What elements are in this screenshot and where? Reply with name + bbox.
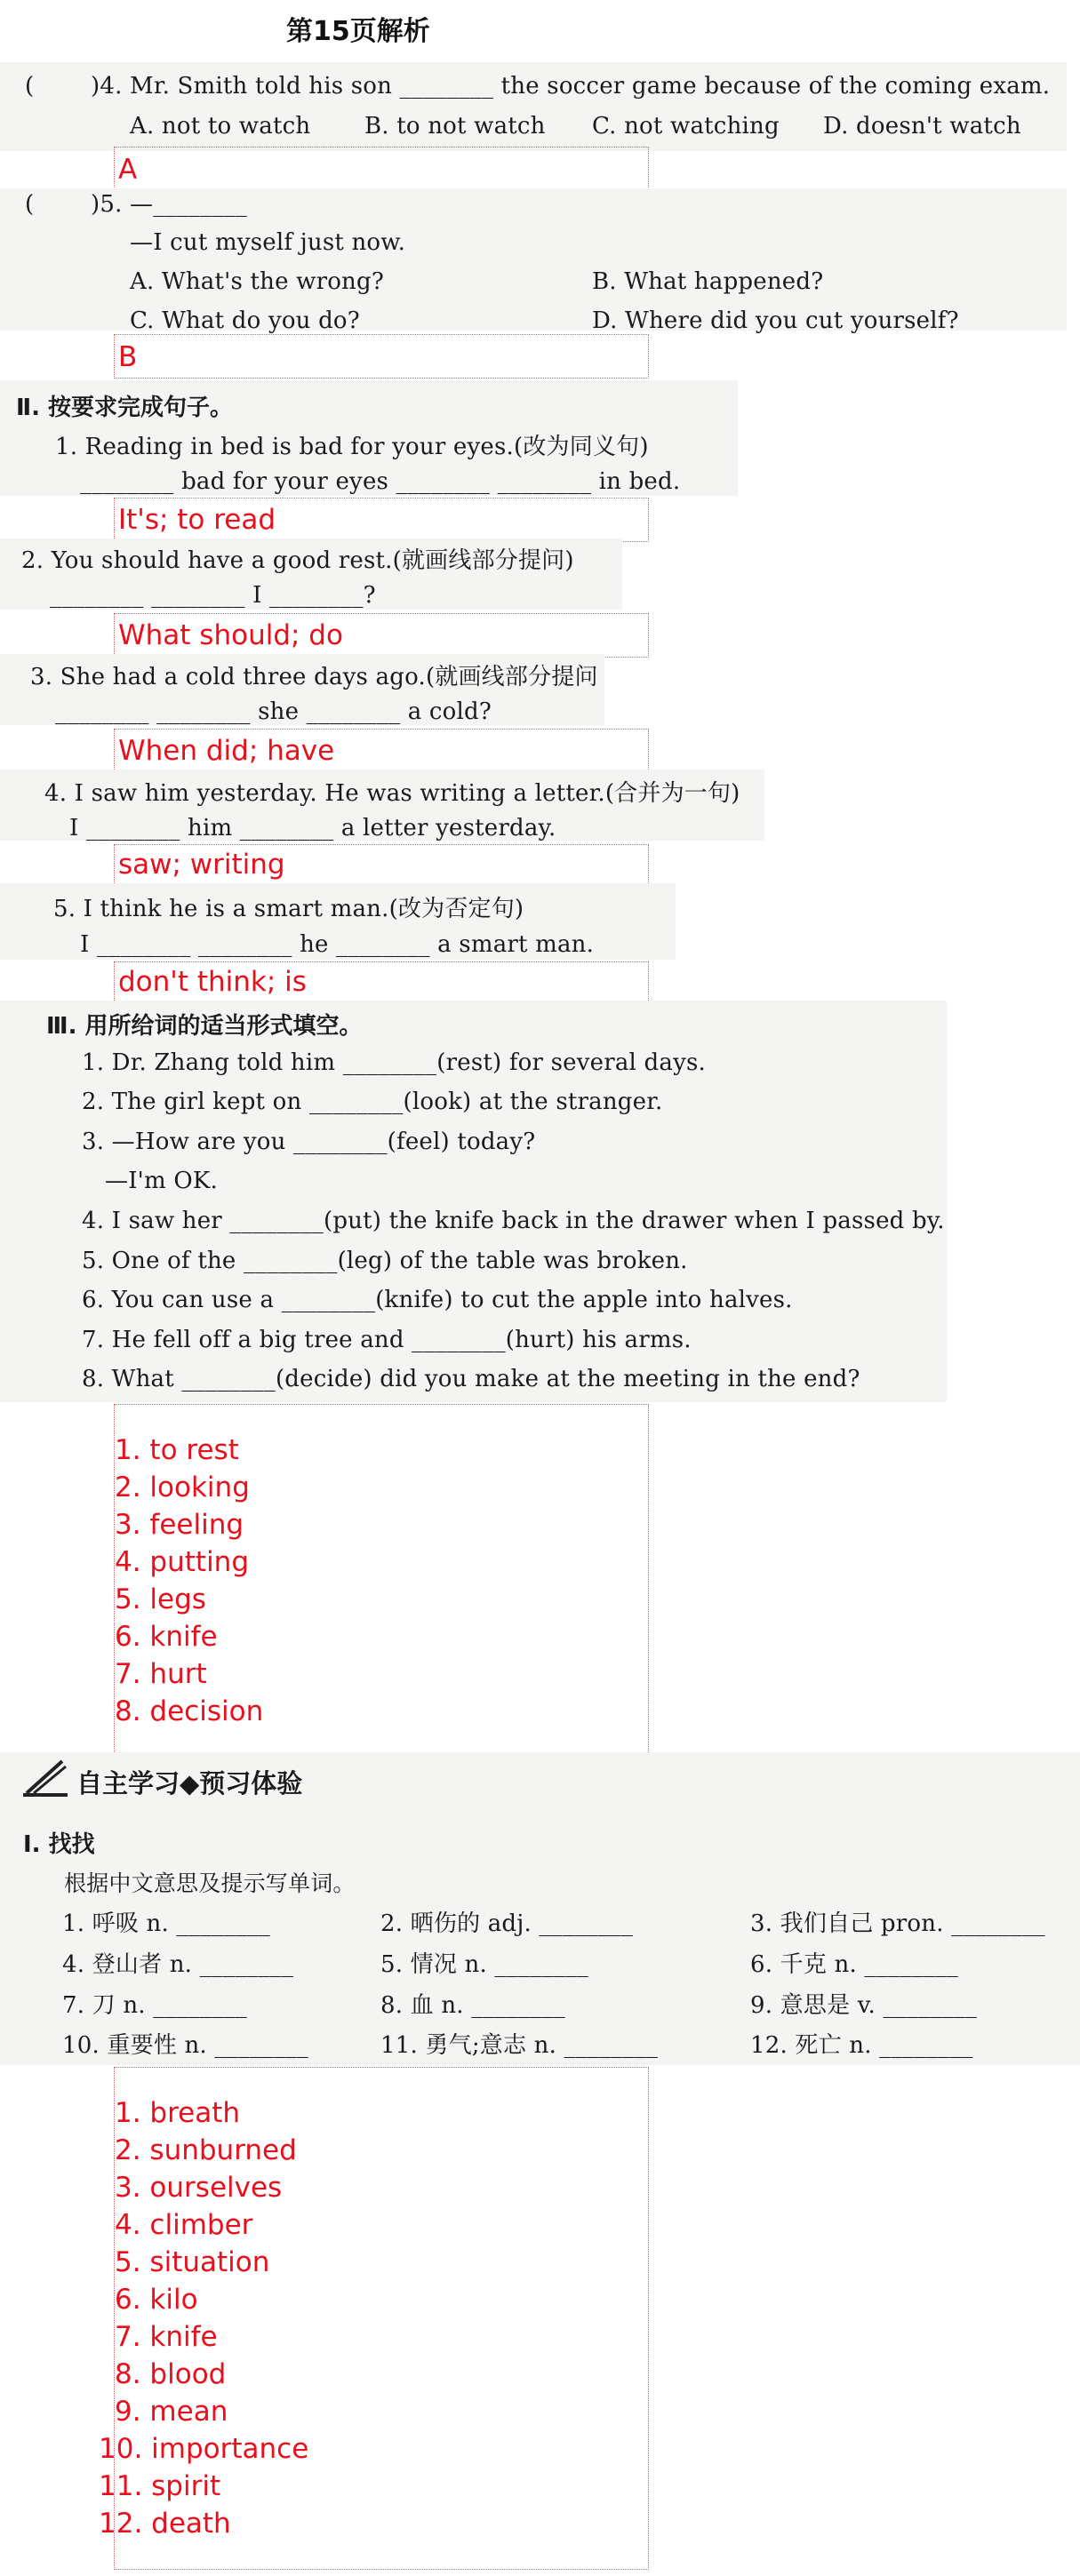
answer-5: B: [118, 341, 138, 373]
page-title: 第15页解析: [286, 16, 430, 47]
s3-item-4: 4. I saw her ________(put) the knife back in the drawer when I passed by.: [82, 1208, 945, 1234]
s3-item-6: 6. You can use a ________(knife) to cut the apple into halves.: [82, 1287, 793, 1313]
word-12: 12. 死亡 n. ________: [750, 2032, 973, 2059]
question-5-number: )5.: [91, 191, 123, 218]
question-5-option-b: B. What happened?: [592, 268, 824, 295]
s3-answer: 4. putting: [115, 1546, 250, 1578]
s3-item-3: 3. —How are you ________(feel) today?: [82, 1128, 536, 1155]
s2-q5-blank: I ________ ________ he ________ a smart man.: [80, 931, 595, 958]
question-4-number: )4.: [91, 73, 123, 100]
answer-box-s2-4: [114, 844, 649, 885]
preview-answer: 8. blood: [115, 2358, 227, 2390]
question-5-stem: —________: [130, 191, 247, 218]
preview-answer: 7. knife: [115, 2321, 218, 2353]
word-1: 1. 呼吸 n. ________: [62, 1910, 271, 1937]
s3-answer-list: [115, 1432, 263, 1730]
answer-box-s2-1: [114, 498, 649, 542]
question-5-line2: —I cut myself just now.: [130, 229, 406, 256]
answer-box-s2-5: [114, 961, 649, 1002]
pen-icon: [23, 1758, 69, 1800]
word-4: 4. 登山者 n. ________: [62, 1951, 294, 1978]
s3-item-5: 5. One of the ________(leg) of the table was broken.: [82, 1248, 688, 1274]
s3-answer: 1. to rest: [115, 1434, 239, 1466]
s3-item-1: 1. Dr. Zhang told him ________(rest) for several days.: [82, 1049, 706, 1076]
question-4-option-d: D. doesn't watch: [823, 113, 1021, 140]
preview-answer: 12. death: [99, 2508, 231, 2540]
section2-heading: Ⅱ. 按要求完成句子。: [16, 395, 234, 421]
preview-answer: 1. breath: [115, 2097, 241, 2129]
word-3: 3. 我们自己 pron. ________: [750, 1910, 1045, 1937]
question-4-stem: Mr. Smith told his son ________ the soccer game because of the coming exam.: [130, 73, 1051, 100]
s2-q4: 4. I saw him yesterday. He was writing a letter.(合并为一句): [44, 780, 740, 807]
s2-q2: 2. You should have a good rest.(就画线部分提问): [21, 547, 574, 574]
s3-answer: 8. decision: [115, 1695, 264, 1727]
s2-answer-4: saw; writing: [118, 849, 285, 881]
preview-banner: 自主学习◆预习体验: [76, 1768, 303, 1798]
s3-item-2: 2. The girl kept on ________(look) at the stranger.: [82, 1089, 663, 1115]
s2-q3-blank: ________ ________ she ________ a cold?: [55, 698, 492, 725]
preview-answer: 2. sunburned: [115, 2134, 297, 2166]
question-4-option-b: B. to not watch: [364, 113, 546, 140]
section3-heading: Ⅲ. 用所给词的适当形式填空。: [46, 1013, 363, 1040]
answer-box-4: [114, 147, 649, 191]
preview-answer: 5. situation: [115, 2246, 270, 2278]
answer-box-preview: [99, 2067, 649, 2570]
word-11: 11. 勇气;意志 n. ________: [380, 2032, 659, 2059]
answer-4: A: [118, 154, 138, 186]
word-6: 6. 千克 n. ________: [750, 1951, 959, 1978]
answer-box-s2-3: [114, 729, 649, 773]
s2-q2-blank: ________ ________ I ________?: [50, 582, 376, 609]
preview-answer: 9. mean: [115, 2396, 228, 2428]
s2-answer-2: What should; do: [118, 619, 343, 651]
question-5-option-d: D. Where did you cut yourself?: [592, 307, 959, 334]
answer-box-s2-2: [114, 613, 649, 658]
s2-q1-blank: ________ bad for your eyes ________ ________ in bed.: [80, 468, 681, 495]
s2-q4-blank: I ________ him ________ a letter yesterday.: [69, 815, 556, 841]
question-5-option-c: C. What do you do?: [130, 307, 360, 334]
s3-answer: 3. feeling: [115, 1509, 244, 1541]
s2-answer-3: When did; have: [118, 735, 335, 767]
preview-answer: 10. importance: [99, 2433, 309, 2465]
s3-answer: 7. hurt: [115, 1658, 207, 1690]
preview-answer: 6. kilo: [115, 2284, 198, 2316]
question-5-option-a: A. What's the wrong?: [130, 268, 384, 295]
word-8: 8. 血 n. ________: [380, 1992, 565, 2019]
word-2: 2. 晒伤的 adj. ________: [380, 1910, 634, 1937]
preview-answer-list: [99, 2094, 308, 2542]
question-5-paren: (: [25, 191, 35, 218]
preview-heading: Ⅰ. 找找: [23, 1831, 95, 1858]
preview-answer: 11. spirit: [99, 2470, 221, 2502]
preview-instruction: 根据中文意思及提示写单词。: [64, 1870, 356, 1896]
word-5: 5. 情况 n. ________: [380, 1951, 589, 1978]
s3-item-3-reply: —I'm OK.: [105, 1168, 218, 1194]
s3-answer: 2. looking: [115, 1471, 250, 1503]
s3-answer: 5. legs: [115, 1583, 206, 1615]
answer-box-5: [114, 334, 649, 379]
preview-answer: 4. climber: [115, 2209, 253, 2241]
word-7: 7. 刀 n. ________: [62, 1992, 247, 2019]
s2-answer-1: It's; to read: [118, 504, 276, 536]
s2-q1: 1. Reading in bed is bad for your eyes.(改为同义句): [55, 434, 649, 460]
s2-q5: 5. I think he is a smart man.(改为否定句): [53, 896, 524, 922]
s3-answer: 6. knife: [115, 1621, 218, 1653]
question-4-paren: (: [25, 73, 35, 100]
question-4-option-c: C. not watching: [592, 113, 780, 140]
s2-q3: 3. She had a cold three days ago.(就画线部分提问: [30, 664, 598, 690]
question-4-option-a: A. not to watch: [130, 113, 311, 140]
word-10: 10. 重要性 n. ________: [62, 2032, 308, 2059]
answer-box-s3: [114, 1404, 649, 1759]
word-9: 9. 意思是 v. ________: [750, 1992, 978, 2019]
s2-answer-5: don't think; is: [118, 966, 307, 998]
s3-item-7: 7. He fell off a big tree and ________(hurt) his arms.: [82, 1327, 692, 1353]
s3-item-8: 8. What ________(decide) did you make at the meeting in the end?: [82, 1366, 860, 1392]
preview-answer: 3. ourselves: [115, 2172, 283, 2204]
